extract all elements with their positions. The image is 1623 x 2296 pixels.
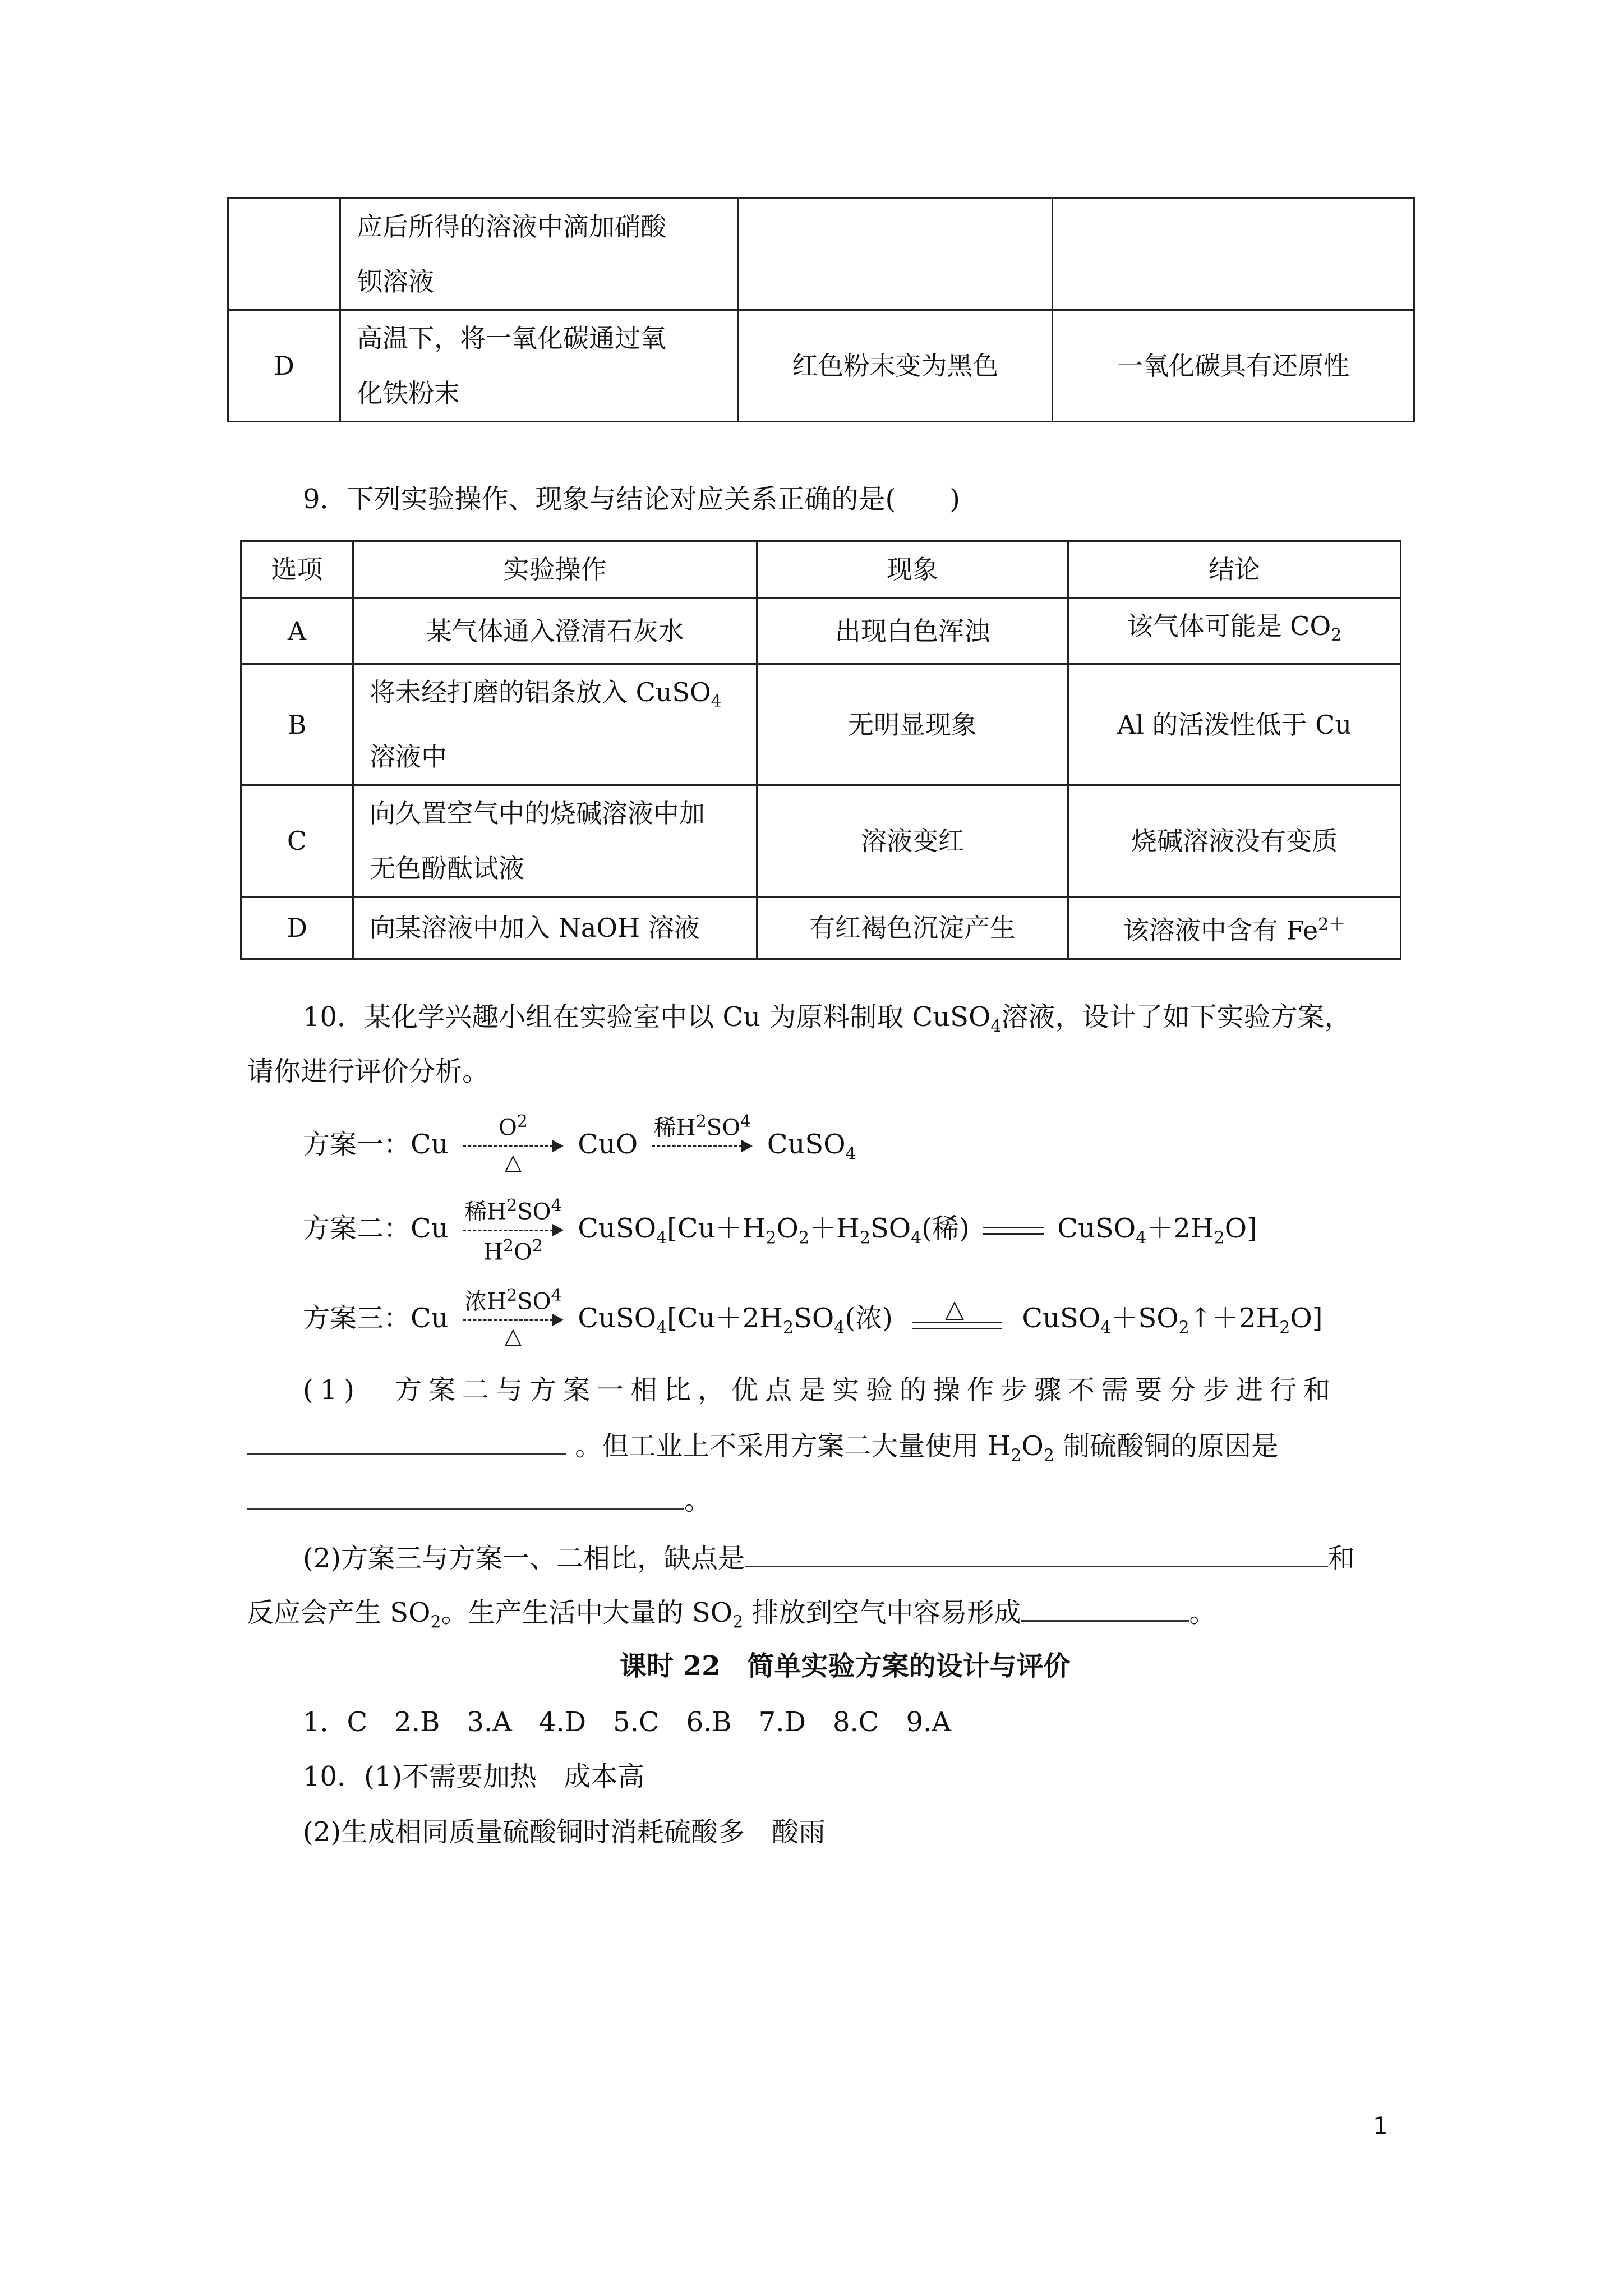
table-row — [241, 664, 1401, 785]
scheme-1: 方案一：Cu $O^2$ △ CuO 稀$H^2SO^4$ CuSO$_4$ — [303, 1111, 856, 1175]
option-cell: D — [241, 897, 353, 959]
answers-line2: 10．(1)不需要加热 成本高 — [303, 1761, 645, 1792]
header-cell: 实验操作 — [353, 541, 757, 598]
answers-line3: (2)生成相同质量硫酸铜时消耗硫酸多 酸雨 — [303, 1816, 826, 1848]
option-cell — [228, 199, 340, 310]
answer-blank[interactable] — [247, 1485, 684, 1510]
reaction-arrow: 稀$H^2SO^4$ $H^2O^2$ — [463, 1214, 564, 1248]
continued-table — [227, 197, 1415, 422]
operation-cell: 应后所得的溶液中滴加硝酸 钡溶液 — [340, 199, 739, 310]
conclusion-cell: 该气体可能是 $CO_2$ — [1068, 598, 1401, 664]
part2-line2: 反应会产生 $SO_2$。生产生活中大量的 $SO_2$ 排放到空气中容易形成 。 — [247, 1597, 1216, 1632]
answer-blank[interactable] — [1021, 1598, 1189, 1622]
header-cell: 结论 — [1068, 541, 1401, 598]
header-cell: 现象 — [757, 541, 1068, 598]
phenomenon-cell — [739, 199, 1053, 310]
conclusion-cell: 该溶液中含有 $Fe^{2+}$ — [1068, 897, 1401, 959]
operation-cell: 将未经打磨的铝条放入 CuSO$_4$ 溶液中 — [353, 664, 757, 785]
table-row — [228, 199, 1414, 310]
conclusion-cell — [1053, 199, 1414, 310]
answers-title: 课时 22 简单实验方案的设计与评价 — [620, 1650, 1071, 1682]
equals-sign — [983, 1227, 1044, 1235]
option-cell: A — [241, 598, 353, 664]
reaction-arrow: 浓$H^2SO^4$ △ — [463, 1304, 564, 1337]
scheme-3: 方案三：Cu 浓$H^2SO^4$ △ $CuSO_4[Cu+2H_2SO_4$(浓) △ $CuSO_4+SO_2↑+2H_2O$] — [303, 1285, 1323, 1349]
answers-line1: 1．C 2.B 3.A 4.D 5.C 6.B 7.D 8.C 9.A — [303, 1706, 951, 1738]
table-header-row — [241, 541, 1401, 598]
part2-line1: (2)方案三与方案一、二相比，缺点是 和 — [303, 1543, 1355, 1574]
conclusion-cell: Al 的活泼性低于 Cu — [1068, 664, 1401, 785]
operation-cell: 向久置空气中的烧碱溶液中加 无色酚酞试液 — [353, 785, 757, 897]
conclusion-cell: 一氧化碳具有还原性 — [1053, 310, 1414, 422]
q10-stem-line1: 10．某化学兴趣小组在实验室中以 Cu 为原料制取 CuSO$_4$溶液，设计了如下实验方案， — [303, 1001, 1352, 1037]
option-cell: B — [241, 664, 353, 785]
conclusion-cell: 烧碱溶液没有变质 — [1068, 785, 1401, 897]
part1-line2: 。但工业上不采用方案二大量使用 $H_2O_2$ 制硫酸铜的原因是 — [247, 1429, 1278, 1473]
q10-stem-line2: 请你进行评价分析。 — [247, 1056, 490, 1087]
operation-cell: 高温下，将一氧化碳通过氧 化铁粉末 — [340, 310, 739, 422]
table-row — [241, 598, 1401, 664]
q9-table — [240, 540, 1401, 960]
reaction-arrow: 稀$H^2SO^4$ — [652, 1130, 753, 1163]
operation-cell: 向某溶液中加入 NaOH 溶液 — [353, 897, 757, 959]
heating-equals-sign: △ — [912, 1304, 1002, 1337]
table-row — [241, 785, 1401, 897]
table-row — [241, 897, 1401, 959]
phenomenon-cell: 出现白色浑浊 — [757, 598, 1068, 664]
option-cell: C — [241, 785, 353, 897]
table-row — [228, 310, 1414, 422]
q9-stem: 9．下列实验操作、现象与结论对应关系正确的是( ) — [303, 484, 960, 515]
answer-blank[interactable] — [247, 1431, 566, 1455]
scheme-2: 方案二：Cu 稀$H^2SO^4$ $H^2O^2$ $CuSO_4[Cu+H_2O_2+H_2SO_4$(稀) $CuSO_4+2H_2O$] — [303, 1195, 1257, 1265]
part1-line3: 。 — [247, 1484, 711, 1517]
page-number: 1 — [1373, 2112, 1388, 2139]
header-cell: 选项 — [241, 541, 353, 598]
reaction-arrow: $O^2$ △ — [463, 1130, 564, 1163]
phenomenon-cell: 无明显现象 — [757, 664, 1068, 785]
phenomenon-cell: 溶液变红 — [757, 785, 1068, 897]
phenomenon-cell: 有红褐色沉淀产生 — [757, 897, 1068, 959]
operation-cell: 某气体通入澄清石灰水 — [353, 598, 757, 664]
phenomenon-cell: 红色粉末变为黑色 — [739, 310, 1053, 422]
answer-blank[interactable] — [745, 1543, 1328, 1567]
part1-line1: (1) 方案二与方案一相比，优点是实验的操作步骤不需要分步进行和 — [303, 1374, 1337, 1406]
option-cell: D — [228, 310, 340, 422]
